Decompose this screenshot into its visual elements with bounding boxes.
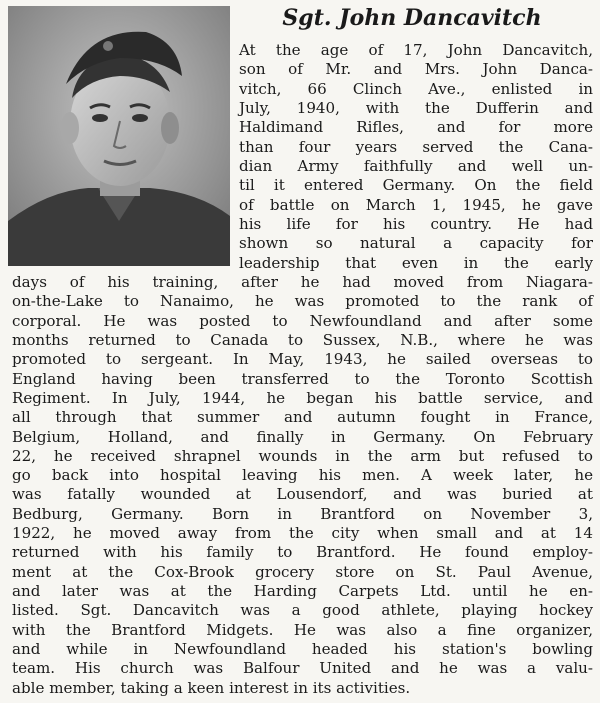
body-line: and later was at the Harding Carpets Ltd. until he en- — [12, 582, 593, 601]
body-line: on-the-Lake to Nanaimo, he was promoted to the rank of — [12, 292, 593, 311]
body-line: leadership that even in the early — [239, 253, 593, 272]
body-line: til it entered Germany. On the field — [239, 176, 593, 195]
body-line: listed. Sgt. Dancavitch was a good athlete, playing hockey — [12, 601, 593, 620]
body-line: team. His church was Balfour United and he was a valu- — [12, 659, 593, 678]
body-line: with the Brantford Midgets. He was also a fine organizer, — [12, 620, 593, 639]
body-line: son of Mr. and Mrs. John Danca- — [239, 60, 593, 79]
body-line: 1922, he moved away from the city when small and at 14 — [12, 524, 593, 543]
body-line: than four years served the Cana- — [239, 137, 593, 156]
body-line: Bedburg, Germany. Born in Brantford on November 3, — [12, 504, 593, 523]
body-line: returned with his family to Brantford. He found employ- — [12, 543, 593, 562]
portrait-photo — [8, 6, 230, 266]
body-line: of battle on March 1, 1945, he gave — [239, 195, 593, 214]
body-line: Haldimand Rifles, and for more — [239, 118, 593, 137]
body-line: shown so natural a capacity for — [239, 234, 593, 253]
body-line: vitch, 66 Clinch Ave., enlisted in — [239, 79, 593, 98]
body-line: Regiment. In July, 1944, he began his battle service, and — [12, 388, 593, 407]
body-line: 22, he received shrapnel wounds in the arm but refused to — [12, 446, 593, 465]
body-line: corporal. He was posted to Newfoundland and after some — [12, 311, 593, 330]
body-line: months returned to Canada to Sussex, N.B., where he was — [12, 330, 593, 349]
body-line: go back into hospital leaving his men. A week later, he — [12, 466, 593, 485]
body-line: was fatally wounded at Lousendorf, and was buried at — [12, 485, 593, 504]
body-line: ment at the Cox-Brook grocery store on St. Paul Avenue, — [12, 562, 593, 581]
body-line: July, 1940, with the Dufferin and — [239, 99, 593, 117]
body-line: Belgium, Holland, and finally in Germany. On February — [12, 427, 593, 446]
body-line: At the age of 17, John Dancavitch, — [239, 41, 593, 59]
body-line: all through that summer and autumn fought in France, — [12, 408, 593, 427]
body-line: England having been transferred to the Toronto Scottish — [12, 369, 593, 388]
article-title: Sgt. John Dancavitch — [282, 5, 542, 31]
body-line: days of his training, after he had moved from Niagara- — [12, 272, 593, 291]
body-line: dian Army faithfully and well un- — [239, 156, 593, 175]
body-line: able member, taking a keen interest in its activities. — [12, 678, 411, 697]
body-line: promoted to sergeant. In May, 1943, he sailed overseas to — [12, 350, 593, 369]
body-line: and while in Newfoundland headed his station's bowling — [12, 640, 593, 658]
body-line: his life for his country. He had — [239, 214, 593, 233]
